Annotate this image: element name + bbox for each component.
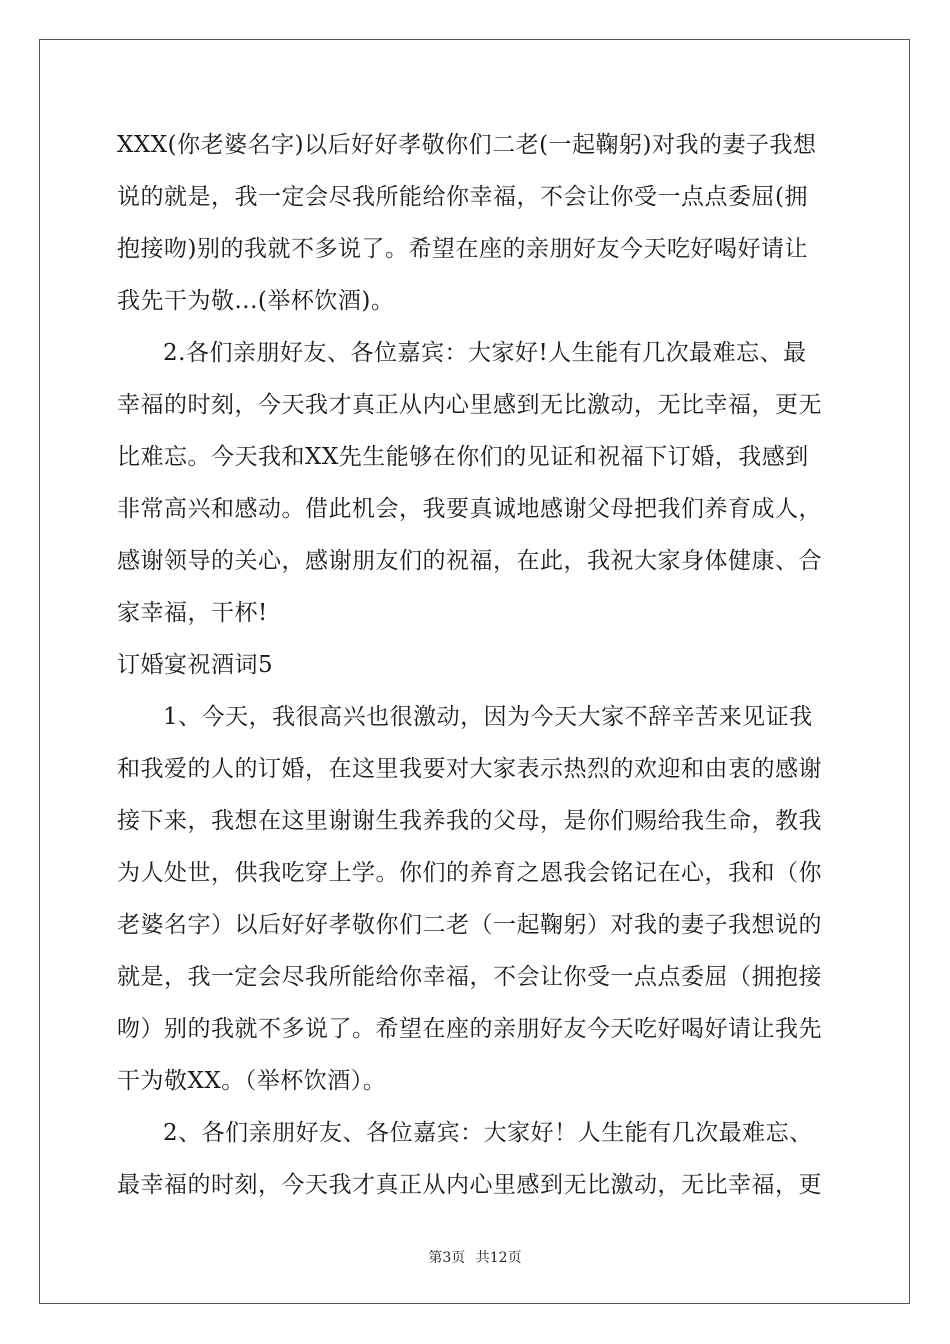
text-line: 感谢领导的关心，感谢朋友们的祝福，在此，我祝大家身体健康、合 (117, 548, 822, 574)
page-footer (0, 1247, 950, 1267)
paragraph-start-line: 2.各们亲朋好友、各位嘉宾：大家好!人生能有几次最难忘、最 (163, 340, 807, 366)
text-line: 就是，我一定会尽我所能给你幸福，不会让你受一点点委屈（拥抱接 (117, 964, 822, 990)
paragraph-start-line: 2、各们亲朋好友、各位嘉宾：大家好！人生能有几次最难忘、 (163, 1120, 813, 1146)
text-line: 抱接吻)别的我就不多说了。希望在座的亲朋好友今天吃好喝好请让 (117, 236, 808, 262)
paragraph-start-line: 1、今天，我很高兴也很激动，因为今天大家不辞辛苦来见证我 (163, 704, 813, 730)
page-total: 共12页 (475, 1250, 522, 1266)
text-line: 说的就是，我一定会尽我所能给你幸福，不会让你受一点点委屈(拥 (117, 184, 808, 210)
section-heading: 订婚宴祝酒词5 (117, 652, 274, 678)
text-line: 接下来，我想在这里谢谢生我养我的父母，是你们赐给我生命，教我 (117, 808, 822, 834)
page-number: 第3页 (428, 1250, 466, 1266)
text-line: 干为敬XX。（举杯饮酒）。 (117, 1068, 387, 1094)
text-line: 为人处世，供我吃穿上学。你们的养育之恩我会铭记在心，我和（你 (117, 860, 822, 886)
text-line: 老婆名字）以后好好孝敬你们二老（一起鞠躬）对我的妻子我想说的 (117, 912, 822, 938)
text-line: 家幸福，干杯! (117, 600, 268, 626)
text-line: 比难忘。今天我和XX先生能够在你们的见证和祝福下订婚，我感到 (117, 444, 809, 470)
text-line: 非常高兴和感动。借此机会，我要真诚地感谢父母把我们养育成人， (117, 496, 822, 522)
text-line: 我先干为敬...(举杯饮酒)。 (117, 288, 395, 314)
text-line: 最幸福的时刻，今天我才真正从内心里感到无比激动，无比幸福，更 (117, 1172, 822, 1198)
text-line: 吻）别的我就不多说了。希望在座的亲朋好友今天吃好喝好请让我先 (117, 1016, 822, 1042)
text-line: 和我爱的人的订婚，在这里我要对大家表示热烈的欢迎和由衷的感谢 (117, 756, 822, 782)
text-line: XXX(你老婆名字)以后好好孝敬你们二老(一起鞠躬)对我的妻子我想 (117, 132, 817, 158)
text-line: 幸福的时刻，今天我才真正从内心里感到无比激动，无比幸福，更无 (117, 392, 822, 418)
